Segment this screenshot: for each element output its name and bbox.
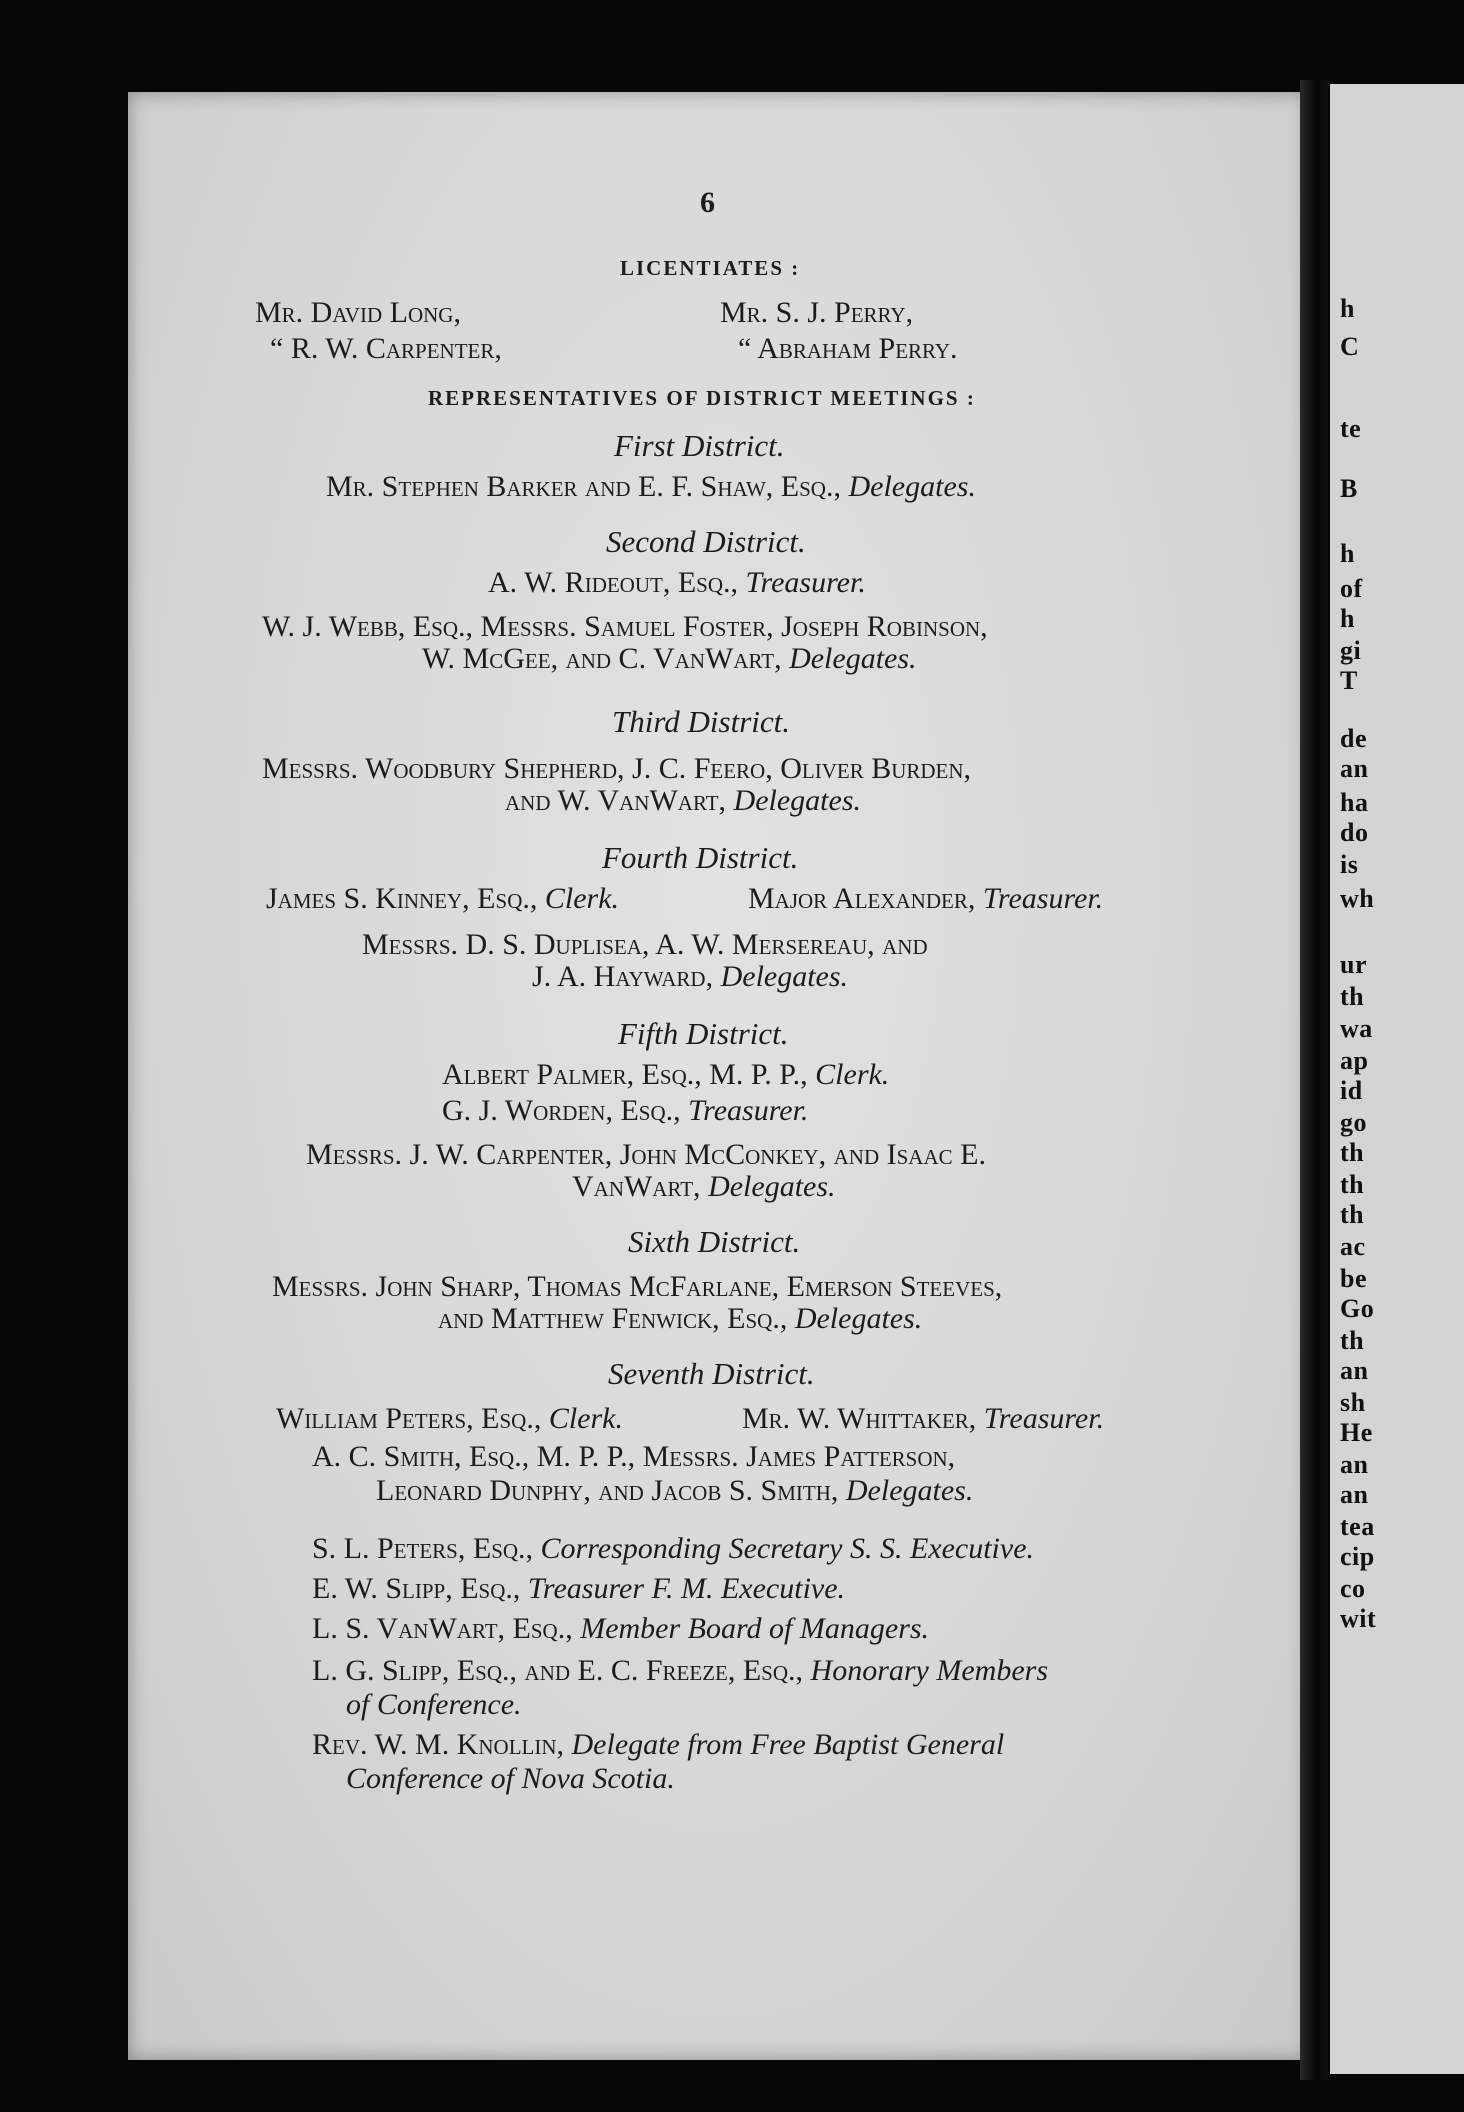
facing-page-fragment: th: [1340, 1200, 1365, 1229]
sixth-district-title: Sixth District.: [628, 1224, 801, 1259]
facing-page-fragment: Go: [1340, 1294, 1375, 1323]
facing-page-fragment: tea: [1340, 1512, 1375, 1541]
seventh-district-role: Delegates.: [845, 1474, 974, 1507]
licentiate-david-long: Mr. David Long,: [255, 296, 461, 329]
facing-page-fragment: He: [1340, 1418, 1373, 1447]
fifth-district-title: Fifth District.: [618, 1016, 789, 1051]
facing-page-fragment: do: [1340, 818, 1369, 847]
facing-page-fragment: cip: [1340, 1542, 1375, 1571]
officer-e-w-slipp-role: Treasurer F. M. Executive.: [527, 1572, 846, 1605]
third-district-line1: Messrs. Woodbury Shepherd, J. C. Feero, Oliver Burden,: [262, 752, 972, 785]
licentiates-heading: LICENTIATES :: [620, 256, 801, 280]
officer-s-l-peters-role: Corresponding Secretary S. S. Executive.: [540, 1532, 1035, 1565]
seventh-district-line3: [376, 1476, 973, 1506]
facing-page-fragment: gi: [1340, 636, 1362, 665]
fourth-district-role: Delegates.: [720, 960, 849, 993]
fourth-district-title: Fourth District.: [602, 840, 799, 875]
seventh-district-treasurer-role: Treasurer.: [983, 1402, 1105, 1435]
second-district-treasurer: [488, 568, 866, 598]
officer-l-g-slipp: [312, 1656, 1048, 1686]
fourth-district-clerk-name: James S. Kinney, Esq.,: [266, 882, 545, 915]
sixth-district-role: Delegates.: [794, 1302, 923, 1335]
fourth-district-treasurer-name: Major Alexander,: [748, 882, 983, 915]
seventh-district-clerk-role: Clerk.: [548, 1402, 623, 1435]
sixth-district-line1: Messrs. John Sharp, Thomas McFarlane, Emerson Steeves,: [272, 1270, 1003, 1303]
facing-page-fragment: an: [1340, 1450, 1369, 1479]
fifth-district-role: Delegates.: [708, 1170, 836, 1203]
facing-page-fragment: of: [1340, 574, 1363, 603]
facing-page-fragment: T: [1340, 666, 1358, 695]
facing-page-fragment: co: [1340, 1574, 1366, 1603]
fifth-district-line3: Messrs. J. W. Carpenter, John McConkey, and Isaac E.: [306, 1138, 986, 1171]
officer-l-g-slipp-role: Honorary Members: [810, 1654, 1048, 1687]
officer-w-m-knollin-name: Rev. W. M. Knollin,: [312, 1728, 572, 1761]
representatives-heading: REPRESENTATIVES OF DISTRICT MEETINGS :: [428, 386, 976, 410]
facing-page-fragment: wh: [1340, 884, 1375, 913]
facing-page-fragment: th: [1340, 1326, 1365, 1355]
seventh-district-treasurer-name: Mr. W. Whittaker,: [742, 1402, 984, 1435]
fifth-district-clerk-name: Albert Palmer, Esq., M. P. P.,: [442, 1058, 816, 1091]
seventh-district-clerk: [276, 1404, 623, 1434]
facing-page-fragment: te: [1340, 414, 1362, 443]
fifth-district-names: VanWart,: [572, 1170, 709, 1203]
fourth-district-treasurer-role: Treasurer.: [982, 882, 1104, 915]
facing-page-fragment: th: [1340, 1170, 1365, 1199]
third-district-role: Delegates.: [733, 784, 861, 817]
officer-l-g-slipp-role-cont: of Conference.: [346, 1688, 522, 1721]
licentiate-abraham-perry: “ Abraham Perry.: [738, 332, 958, 365]
fourth-district-clerk-role: Clerk.: [544, 882, 620, 915]
book-gutter: [1300, 80, 1328, 2080]
seventh-district-clerk-name: William Peters, Esq.,: [276, 1402, 549, 1435]
officer-l-s-vanwart: [312, 1614, 929, 1644]
fifth-district-treasurer-name: G. J. Worden, Esq.,: [442, 1094, 689, 1127]
facing-page-fragment: de: [1340, 724, 1367, 753]
second-district-line2: W. J. Webb, Esq., Messrs. Samuel Foster, Joseph Robinson,: [262, 610, 988, 643]
fourth-district-line2: Messrs. D. S. Duplisea, A. W. Mersereau, and: [362, 928, 928, 961]
facing-page-fragment: be: [1340, 1264, 1367, 1293]
facing-page-fragment: ac: [1340, 1232, 1366, 1261]
licentiate-s-j-perry: Mr. S. J. Perry,: [720, 296, 914, 329]
fourth-district-line1: [266, 884, 619, 914]
seventh-district-treasurer: [742, 1404, 1104, 1434]
officer-w-m-knollin-role-cont: Conference of Nova Scotia.: [346, 1762, 675, 1795]
second-district-treasurer-role: Treasurer.: [745, 566, 866, 599]
fifth-district-clerk-role: Clerk.: [815, 1058, 890, 1091]
page-number: 6: [700, 186, 715, 219]
sixth-district-line2: [438, 1304, 922, 1334]
officer-l-s-vanwart-name: L. S. VanWart, Esq.,: [312, 1612, 581, 1645]
officer-e-w-slipp-name: E. W. Slipp, Esq.,: [312, 1572, 528, 1605]
first-district-role: Delegates.: [848, 470, 976, 503]
facing-page-fragment: ap: [1340, 1046, 1369, 1075]
facing-page-fragment: h: [1340, 539, 1355, 568]
facing-page-fragment: sh: [1340, 1388, 1366, 1417]
facing-page-fragment: B: [1340, 474, 1358, 503]
facing-page-fragment: th: [1340, 1138, 1365, 1167]
third-district-title: Third District.: [612, 704, 790, 739]
sixth-district-names: and Matthew Fenwick, Esq.,: [438, 1302, 795, 1335]
fourth-district-treasurer: [748, 884, 1103, 914]
first-district-title: First District.: [614, 428, 785, 463]
facing-page-fragment: go: [1340, 1108, 1367, 1137]
seventh-district-title: Seventh District.: [608, 1356, 815, 1391]
fifth-district-treasurer-role: Treasurer.: [688, 1094, 809, 1127]
first-district-delegates: [326, 472, 976, 502]
officer-w-m-knollin: [312, 1730, 1004, 1760]
officer-w-m-knollin-role: Delegate from Free Baptist General: [571, 1728, 1005, 1761]
facing-page-fragment: h: [1340, 294, 1355, 323]
licentiate-r-w-carpenter: “ R. W. Carpenter,: [270, 332, 502, 365]
facing-page-fragment: wa: [1340, 1014, 1373, 1043]
third-district-line2: [505, 786, 861, 816]
third-district-names: and W. VanWart,: [505, 784, 734, 817]
officer-l-g-slipp-names: L. G. Slipp, Esq., and E. C. Freeze, Esq.,: [312, 1654, 811, 1687]
second-district-line3: [422, 644, 917, 674]
second-district-role: Delegates.: [789, 642, 917, 675]
fourth-district-names: J. A. Hayward,: [532, 960, 721, 993]
facing-page-fragment: wit: [1340, 1604, 1377, 1633]
facing-page-fragment: ur: [1340, 950, 1367, 979]
first-district-names: Mr. Stephen Barker and E. F. Shaw, Esq.,: [326, 470, 849, 503]
facing-page-fragment: an: [1340, 1480, 1369, 1509]
facing-page-fragment: th: [1340, 982, 1365, 1011]
fifth-district-treasurer: [442, 1096, 808, 1126]
facing-page-fragment: h: [1340, 604, 1355, 633]
fifth-district-clerk: [442, 1060, 889, 1090]
seventh-district-line2: A. C. Smith, Esq., M. P. P., Messrs. James Patterson,: [312, 1440, 956, 1473]
facing-page-fragment: is: [1340, 850, 1359, 879]
officer-l-s-vanwart-role: Member Board of Managers.: [580, 1612, 930, 1645]
facing-page-fragment: an: [1340, 1356, 1369, 1385]
fourth-district-line3: [532, 962, 848, 992]
second-district-treasurer-name: A. W. Rideout, Esq.,: [488, 566, 746, 599]
facing-page-fragment: an: [1340, 754, 1369, 783]
second-district-names: W. McGee, and C. VanWart,: [422, 642, 790, 675]
fifth-district-line4: [572, 1172, 836, 1202]
officer-e-w-slipp: [312, 1574, 845, 1604]
seventh-district-names: Leonard Dunphy, and Jacob S. Smith,: [376, 1474, 846, 1507]
second-district-title: Second District.: [606, 524, 806, 559]
officer-s-l-peters-name: S. L. Peters, Esq.,: [312, 1532, 541, 1565]
facing-page-fragment: C: [1340, 332, 1360, 361]
facing-page-edge: [1330, 84, 1464, 2074]
facing-page-fragment: ha: [1340, 788, 1369, 817]
officer-s-l-peters: [312, 1534, 1034, 1564]
facing-page-fragment: id: [1340, 1076, 1363, 1105]
